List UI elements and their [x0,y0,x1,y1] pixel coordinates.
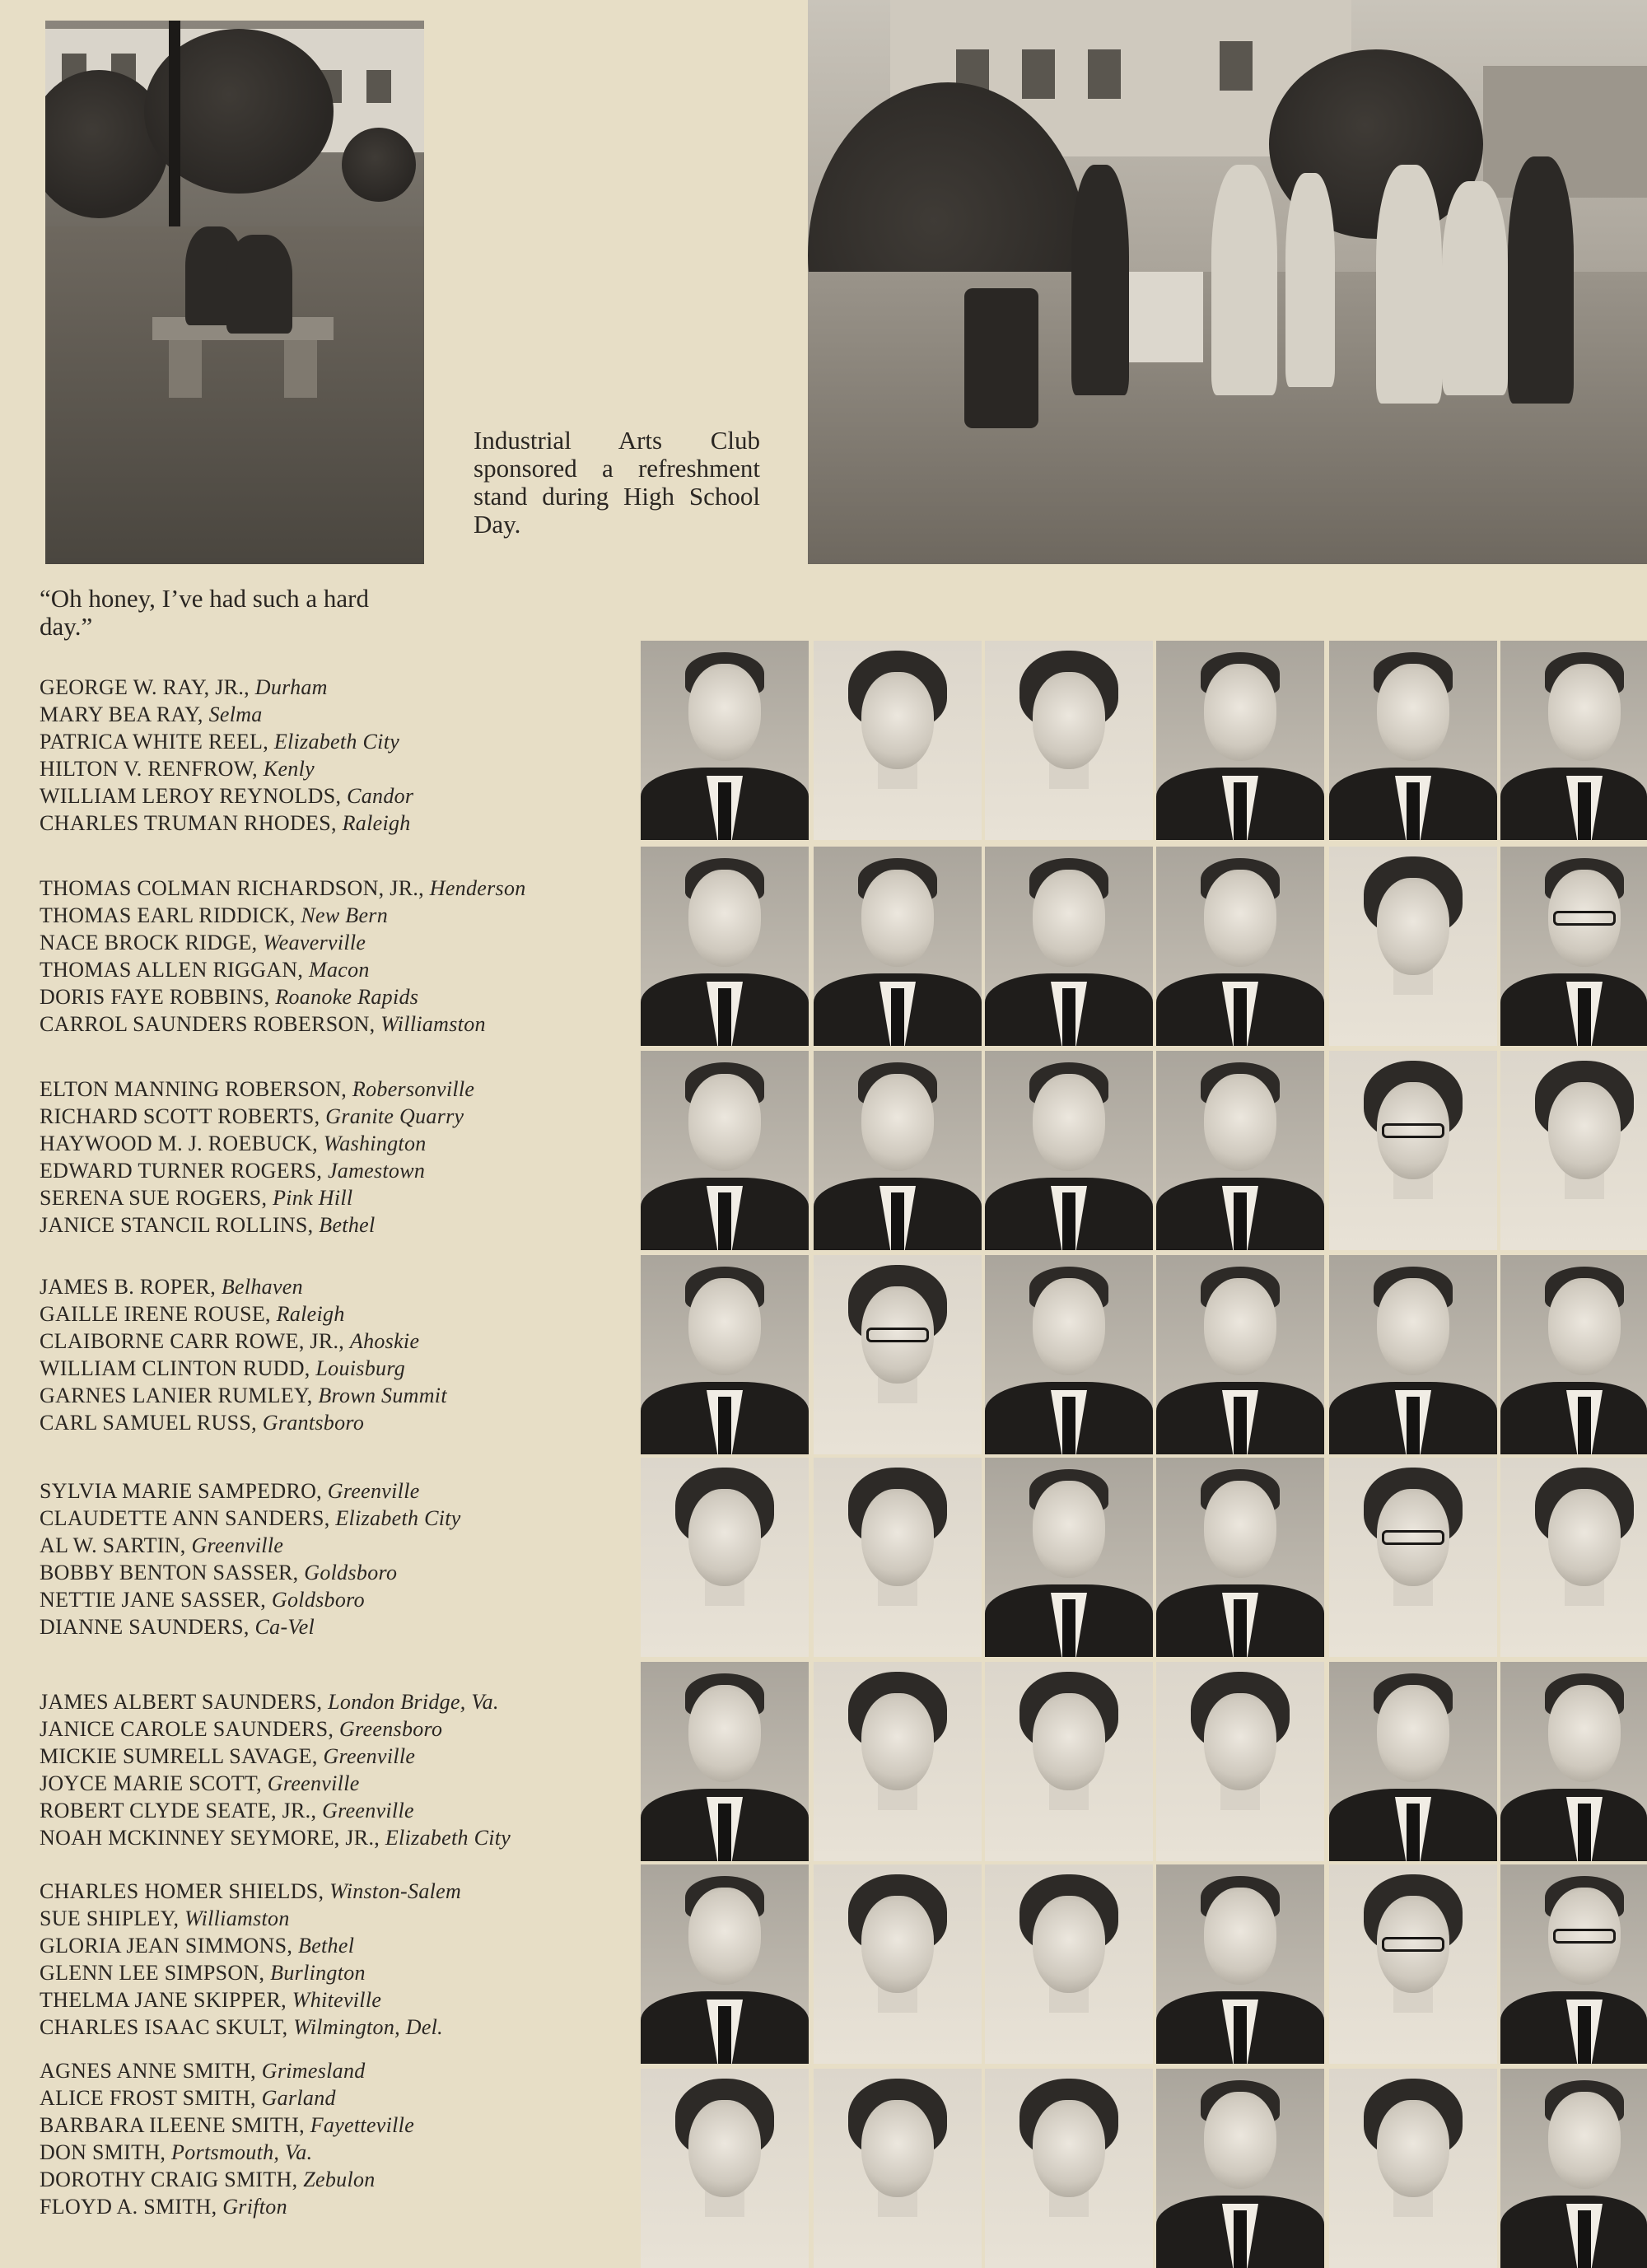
student-hometown: Elizabeth City [273,730,400,754]
student-entry [40,1477,632,1505]
name-group [40,1477,632,1640]
student-portrait [985,847,1153,1046]
student-hometown: Ca-Vel [254,1615,315,1639]
student-hometown: Greenville [327,1479,420,1503]
student-name: CARL SAMUEL RUSS, [40,1411,257,1435]
student-entry [40,1688,632,1715]
student-entry [40,1797,632,1824]
student-name: JANICE STANCIL ROLLINS, [40,1213,314,1237]
name-group [40,674,632,837]
name-group [40,2057,632,2220]
student-name: GLORIA JEAN SIMMONS, [40,1934,293,1958]
student-entry [40,2193,632,2220]
student-hometown: Greenville [191,1533,284,1557]
student-portrait [1156,1864,1324,2064]
student-entry [40,1824,632,1851]
student-hometown: Pink Hill [273,1186,353,1210]
student-name: THOMAS COLMAN RICHARDSON, JR., [40,876,424,900]
student-portrait [641,1864,809,2064]
student-hometown: Goldsboro [304,1561,398,1584]
student-name: NOAH MCKINNEY SEYMORE, JR., [40,1826,380,1850]
student-name: AL W. SARTIN, [40,1533,186,1557]
student-entry [40,1878,632,1905]
student-entry [40,755,632,782]
student-entry [40,782,632,810]
student-name: ELTON MANNING ROBERSON, [40,1077,348,1101]
student-name: FLOYD A. SMITH, [40,2195,217,2219]
student-portrait [641,1458,809,1657]
student-name: MICKIE SUMRELL SAVAGE, [40,1744,318,1768]
student-entry [40,929,632,956]
student-entry [40,674,632,701]
student-hometown: Weaverville [263,931,366,954]
student-portrait [1500,847,1647,1046]
student-hometown: Burlington [270,1961,366,1985]
student-portrait [1329,1864,1497,2064]
student-portrait [814,1051,982,1250]
student-entry [40,1010,632,1038]
student-portrait [985,641,1153,840]
student-hometown: Wilmington, Del. [293,2015,443,2039]
student-name: WILLIAM CLINTON RUDD, [40,1356,310,1380]
student-portrait [1329,1458,1497,1657]
student-name: BARBARA ILEENE SMITH, [40,2113,305,2137]
student-entry [40,2014,632,2041]
student-hometown: Selma [208,702,263,726]
student-hometown: Brown Summit [318,1384,447,1407]
student-entry [40,983,632,1010]
student-portrait [1500,1051,1647,1250]
student-entry [40,1586,632,1613]
student-portrait [814,1458,982,1657]
student-entry [40,1770,632,1797]
student-entry [40,1532,632,1559]
student-portrait [1156,641,1324,840]
student-hometown: Elizabeth City [385,1826,511,1850]
student-portrait [1156,1255,1324,1454]
student-name: GAILLE IRENE ROUSE, [40,1302,271,1326]
student-hometown: Grifton [222,2195,287,2219]
student-portrait [1329,2069,1497,2268]
student-name: NETTIE JANE SASSER, [40,1588,267,1612]
refreshment-stand-photo [808,0,1647,564]
student-entry [40,1211,632,1239]
student-entry [40,2139,632,2166]
student-hometown: Belhaven [221,1275,303,1299]
student-name: MARY BEA RAY, [40,702,203,726]
student-hometown: Henderson [429,876,526,900]
student-portrait [814,1864,982,2064]
student-portrait [1329,641,1497,840]
student-name: DORIS FAYE ROBBINS, [40,985,270,1009]
student-hometown: Williamston [184,1906,290,1930]
student-name: GEORGE W. RAY, JR., [40,675,250,699]
student-entry [40,2057,632,2084]
student-entry [40,1505,632,1532]
student-hometown: Bethel [298,1934,355,1958]
student-hometown: Garland [261,2086,336,2110]
student-hometown: Raleigh [276,1302,345,1326]
student-portrait [1500,641,1647,840]
student-name: CHARLES HOMER SHIELDS, [40,1879,324,1903]
refreshment-photo-caption: Industrial Arts Club sponsored a refreshment stand during High School Day. [474,426,760,539]
student-portrait [1500,2069,1647,2268]
name-group [40,1273,632,1436]
student-entry [40,1300,632,1328]
student-hometown: Winston-Salem [329,1879,462,1903]
student-entry [40,1103,632,1130]
student-entry [40,1743,632,1770]
name-group [40,1076,632,1239]
student-portrait [1156,1051,1324,1250]
student-portrait [814,641,982,840]
student-entry [40,1559,632,1586]
student-portrait [985,2069,1153,2268]
student-portrait [641,847,809,1046]
student-entry [40,2166,632,2193]
student-portrait [641,1662,809,1861]
student-entry [40,1613,632,1640]
student-name: SYLVIA MARIE SAMPEDRO, [40,1479,322,1503]
student-portrait [814,1662,982,1861]
student-portrait [985,1255,1153,1454]
student-name: AGNES ANNE SMITH, [40,2059,256,2083]
student-hometown: Kenly [263,757,315,781]
student-hometown: Greenville [267,1771,360,1795]
student-hometown: Macon [308,958,370,982]
student-name: DON SMITH, [40,2140,166,2164]
student-portrait [985,1458,1153,1657]
student-name: RICHARD SCOTT ROBERTS, [40,1104,320,1128]
student-name: PATRICA WHITE REEL, [40,730,268,754]
student-hometown: Ahoskie [349,1329,420,1353]
student-hometown: Zebulon [303,2168,376,2191]
student-name: CARROL SAUNDERS ROBERSON, [40,1012,376,1036]
student-name: GLENN LEE SIMPSON, [40,1961,265,1985]
student-hometown: New Bern [301,903,389,927]
student-portrait [1500,1662,1647,1861]
student-portrait [1156,2069,1324,2268]
student-portrait [1329,1255,1497,1454]
student-entry [40,1382,632,1409]
student-entry [40,1959,632,1986]
student-hometown: Williamston [380,1012,486,1036]
student-name: JAMES ALBERT SAUNDERS, [40,1690,323,1714]
student-entry [40,1076,632,1103]
student-entry [40,956,632,983]
student-portrait [814,847,982,1046]
student-entry [40,1130,632,1157]
student-entry [40,1184,632,1211]
student-hometown: Durham [254,675,328,699]
student-portrait [1156,1458,1324,1657]
student-portrait [985,1051,1153,1250]
student-portrait [1500,1255,1647,1454]
student-hometown: Goldsboro [271,1588,365,1612]
student-portrait [1329,1051,1497,1250]
student-entry [40,2084,632,2112]
student-hometown: Fayetteville [310,2113,415,2137]
student-hometown: Greenville [322,1799,414,1822]
student-portrait [1500,1864,1647,2064]
student-name: WILLIAM LEROY REYNOLDS, [40,784,342,808]
student-entry [40,1905,632,1932]
student-entry [40,1986,632,2014]
student-entry [40,875,632,902]
student-entry [40,902,632,929]
student-hometown: Portsmouth, Va. [171,2140,313,2164]
student-hometown: Greenville [323,1744,416,1768]
student-name: SERENA SUE ROGERS, [40,1186,268,1210]
student-name: BOBBY BENTON SASSER, [40,1561,299,1584]
student-name: CLAIBORNE CARR ROWE, JR., [40,1329,345,1353]
name-group [40,1688,632,1851]
student-hometown: Grimesland [261,2059,366,2083]
student-hometown: Roanoke Rapids [275,985,419,1009]
student-name: THELMA JANE SKIPPER, [40,1988,287,2012]
student-hometown: Raleigh [342,811,411,835]
student-hometown: Greensboro [339,1717,443,1741]
student-hometown: Washington [323,1132,427,1155]
student-name: DOROTHY CRAIG SMITH, [40,2168,298,2191]
student-name: CHARLES ISAAC SKULT, [40,2015,288,2039]
student-entry [40,728,632,755]
name-group [40,875,632,1038]
student-hometown: Bethel [319,1213,376,1237]
student-name: THOMAS EARL RIDDICK, [40,903,296,927]
student-name: DIANNE SAUNDERS, [40,1615,250,1639]
student-portrait [641,2069,809,2268]
student-portrait [985,1864,1153,2064]
student-portrait [641,1051,809,1250]
student-entry [40,1273,632,1300]
student-hometown: London Bridge, Va. [328,1690,499,1714]
student-name: THOMAS ALLEN RIGGAN, [40,958,304,982]
student-entry [40,1328,632,1355]
student-portrait [1500,1458,1647,1657]
student-portrait [1156,1662,1324,1861]
student-portrait [1329,847,1497,1046]
student-name: JANICE CAROLE SAUNDERS, [40,1717,334,1741]
student-name: CLAUDETTE ANN SANDERS, [40,1506,330,1530]
student-name: EDWARD TURNER ROGERS, [40,1159,323,1183]
bench-couple-photo [45,21,424,564]
student-entry [40,1409,632,1436]
student-hometown: Grantsboro [262,1411,365,1435]
student-name: ALICE FROST SMITH, [40,2086,256,2110]
student-name: JAMES B. ROPER, [40,1275,216,1299]
student-entry [40,701,632,728]
student-portrait [814,1255,982,1454]
student-hometown: Granite Quarry [325,1104,464,1128]
student-hometown: Robersonville [352,1077,475,1101]
student-portrait [985,1662,1153,1861]
student-portrait [1156,847,1324,1046]
student-hometown: Louisburg [315,1356,406,1380]
bench-photo-caption: “Oh honey, I’ve had such a hard day.” [40,584,369,641]
student-hometown: Whiteville [292,1988,382,2012]
student-entry [40,1157,632,1184]
student-name: CHARLES TRUMAN RHODES, [40,811,337,835]
student-portrait [1329,1662,1497,1861]
student-name: HAYWOOD M. J. ROEBUCK, [40,1132,318,1155]
student-name: HILTON V. RENFROW, [40,757,258,781]
student-portrait [814,2069,982,2268]
student-portrait [641,641,809,840]
student-name: ROBERT CLYDE SEATE, JR., [40,1799,317,1822]
name-group [40,1878,632,2041]
student-portrait [641,1255,809,1454]
student-hometown: Candor [347,784,414,808]
student-name: NACE BROCK RIDGE, [40,931,258,954]
student-entry [40,810,632,837]
student-hometown: Jamestown [327,1159,426,1183]
student-entry [40,2112,632,2139]
student-name: GARNES LANIER RUMLEY, [40,1384,313,1407]
student-name: JOYCE MARIE SCOTT, [40,1771,262,1795]
student-name: SUE SHIPLEY, [40,1906,180,1930]
student-entry [40,1715,632,1743]
student-entry [40,1932,632,1959]
student-hometown: Elizabeth City [335,1506,461,1530]
student-entry [40,1355,632,1382]
